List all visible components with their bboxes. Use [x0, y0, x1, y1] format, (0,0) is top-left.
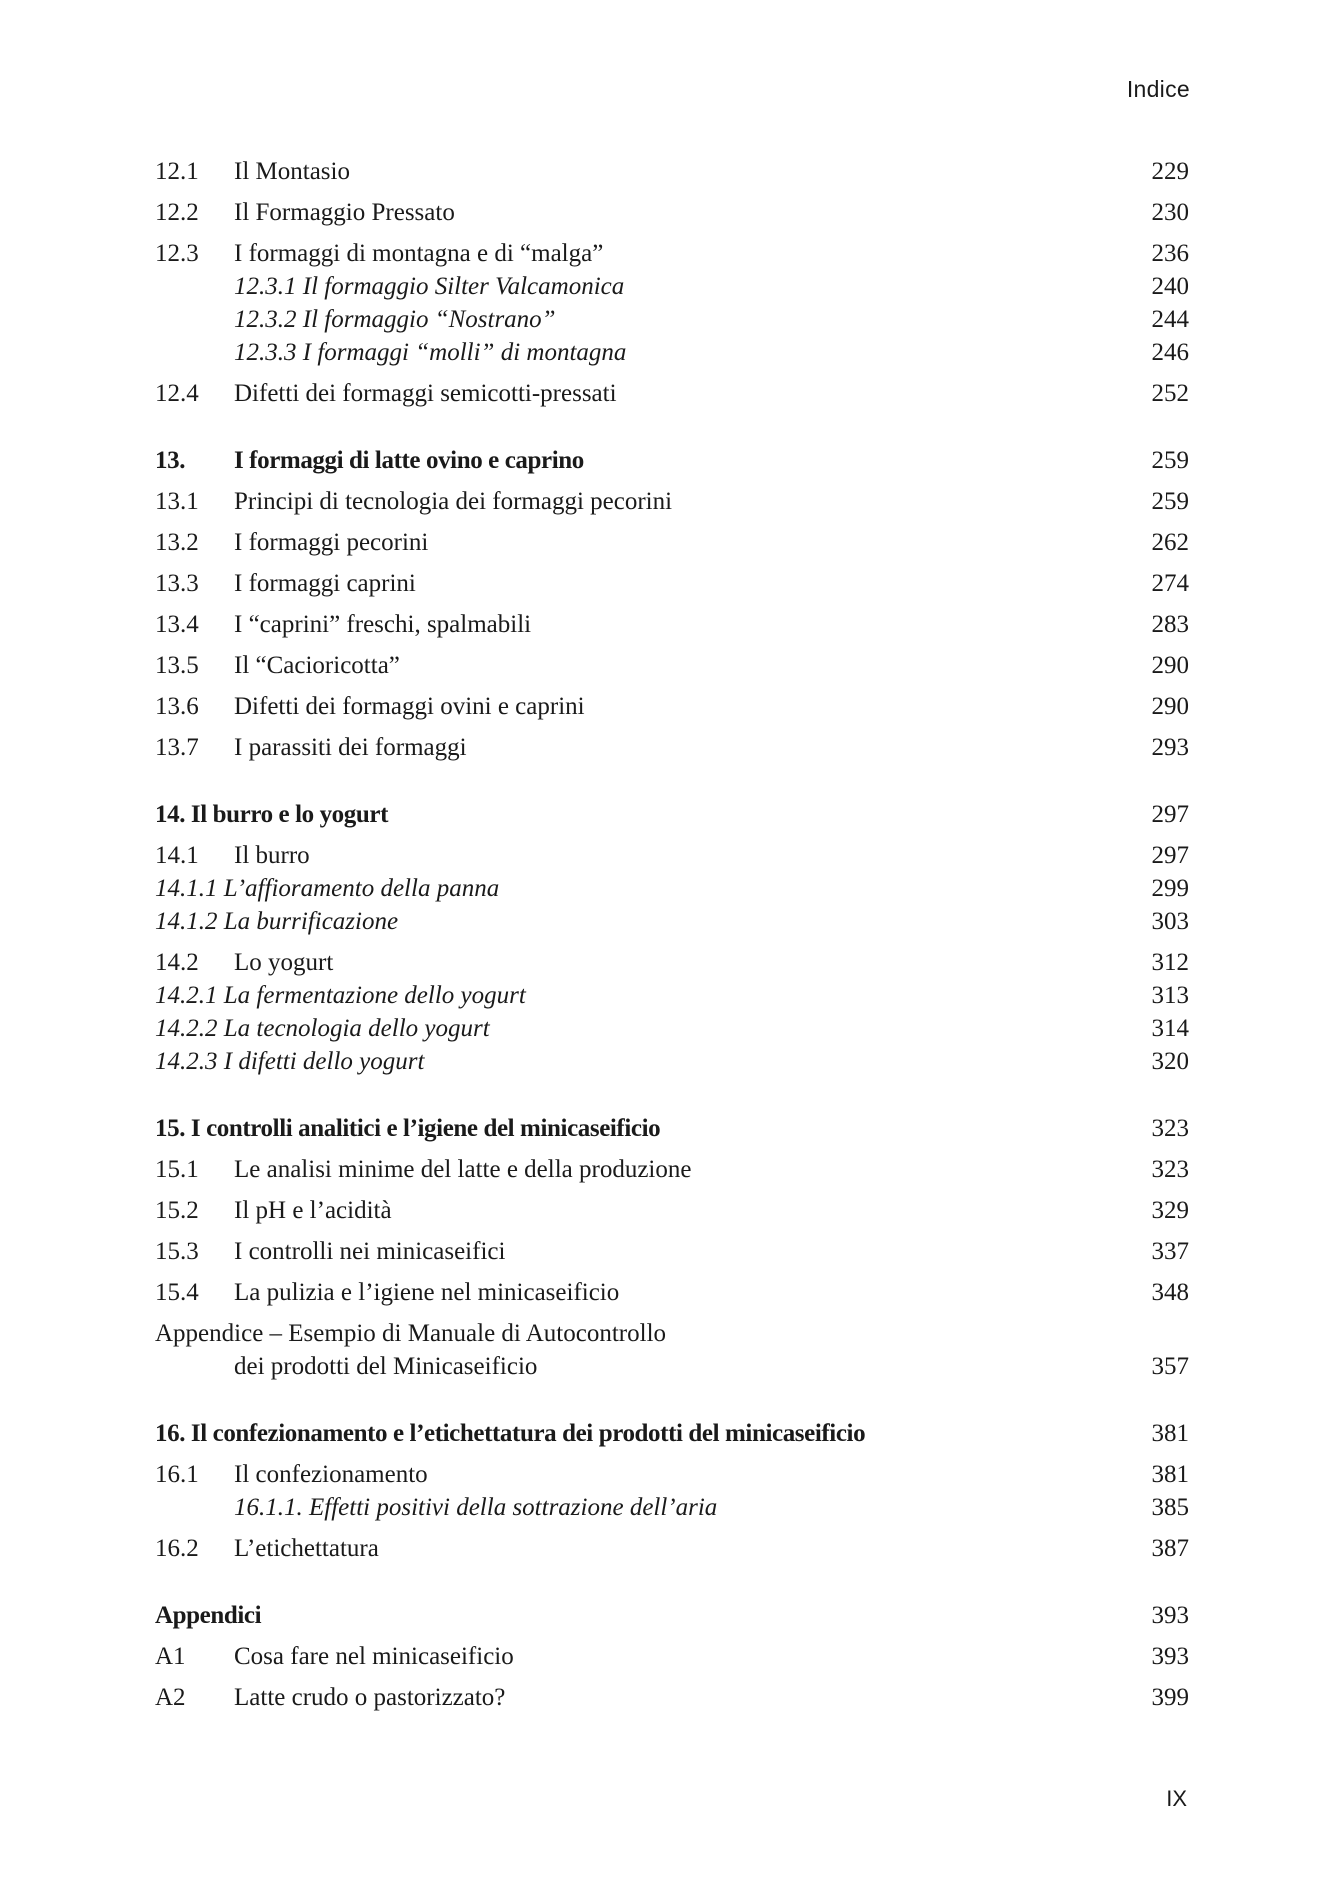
- section-number: 14.2: [155, 949, 199, 976]
- section-title: Lo yogurt: [234, 949, 334, 976]
- toc-entry[interactable]: [155, 731, 1189, 764]
- appendix-title-line1: Appendice – Esempio di Manuale di Autocontrollo: [155, 1320, 667, 1347]
- page-ref: 290: [1151, 693, 1189, 720]
- page-ref: 244: [1151, 306, 1189, 333]
- page-ref: 259: [1151, 488, 1189, 515]
- subsection-title: 12.3.1 Il formaggio Silter Valcamonica: [234, 273, 625, 300]
- page-ref: 393: [1151, 1602, 1189, 1629]
- toc-entry[interactable]: [155, 196, 1189, 229]
- page-ref: 236: [1151, 240, 1189, 267]
- section-number: A1: [155, 1643, 186, 1670]
- section-title: Il Formaggio Pressato: [234, 199, 455, 226]
- page-ref: 299: [1151, 875, 1189, 902]
- section-number: 14.1: [155, 842, 199, 869]
- section-number: 13.6: [155, 693, 199, 720]
- section-number: 13.2: [155, 529, 199, 556]
- subsection-title: 14.2.1 La fermentazione dello yogurt: [155, 982, 526, 1009]
- toc-entry[interactable]: [155, 1640, 1189, 1673]
- page-ref: 303: [1151, 908, 1189, 935]
- page-ref: 297: [1151, 842, 1189, 869]
- page-ref: 290: [1151, 652, 1189, 679]
- page-ref: 240: [1151, 273, 1189, 300]
- toc-entry[interactable]: [155, 649, 1189, 682]
- subsection-title: 12.3.2 Il formaggio “Nostrano”: [234, 306, 556, 333]
- page-number: IX: [1166, 1786, 1187, 1811]
- subsection-title: 12.3.3 I formaggi “molli” di montagna: [234, 339, 627, 366]
- section-title: Il confezionamento: [234, 1461, 428, 1488]
- table-of-contents: [155, 155, 1189, 1714]
- subsection-title: 14.1.1 L’affioramento della panna: [155, 875, 500, 902]
- toc-entry[interactable]: [155, 1681, 1189, 1714]
- section-title: I formaggi caprini: [234, 570, 416, 597]
- section-title: Il “Cacioricotta”: [234, 652, 400, 679]
- toc-appendix-entry[interactable]: [155, 1317, 1189, 1350]
- page-ref: 314: [1151, 1015, 1189, 1042]
- section-number: 13.3: [155, 570, 199, 597]
- section-number: 13.4: [155, 611, 199, 638]
- chapter-number: 13.: [155, 447, 186, 474]
- section-number: 13.5: [155, 652, 199, 679]
- toc-entry[interactable]: [155, 377, 1189, 410]
- toc-subentry[interactable]: [155, 1045, 1189, 1078]
- toc-entry[interactable]: [155, 1276, 1189, 1309]
- toc-entry[interactable]: [155, 1532, 1189, 1565]
- page-ref: 393: [1151, 1643, 1189, 1670]
- section-number: A2: [155, 1684, 186, 1711]
- page-ref: 381: [1151, 1420, 1189, 1447]
- page-ref: 274: [1151, 570, 1189, 597]
- section-title: Principi di tecnologia dei formaggi pecorini: [234, 488, 673, 515]
- toc-entry[interactable]: [155, 608, 1189, 641]
- section-title: I parassiti dei formaggi: [234, 734, 467, 761]
- section-number: 12.2: [155, 199, 199, 226]
- subsection-title: 16.1.1. Effetti positivi della sottrazione dell’aria: [234, 1494, 718, 1521]
- toc-entry[interactable]: [155, 155, 1189, 188]
- toc-chapter[interactable]: [155, 444, 1189, 477]
- section-title: I formaggi di montagna e di “malga”: [234, 240, 604, 267]
- section-number: 15.1: [155, 1156, 199, 1183]
- page-ref: 381: [1151, 1461, 1189, 1488]
- section-number: 13.7: [155, 734, 199, 761]
- page-ref: 252: [1151, 380, 1189, 407]
- page-ref: 323: [1151, 1156, 1189, 1183]
- toc-entry[interactable]: [155, 1458, 1189, 1491]
- toc-entry[interactable]: [155, 946, 1189, 979]
- page-ref: 348: [1151, 1279, 1189, 1306]
- toc-chapter[interactable]: [155, 1417, 1189, 1450]
- chapter-title: 14. Il burro e lo yogurt: [155, 801, 388, 828]
- section-title: Difetti dei formaggi ovini e caprini: [234, 693, 585, 720]
- toc-entry[interactable]: [155, 567, 1189, 600]
- toc-subentry[interactable]: [155, 336, 1189, 369]
- page-ref: 387: [1151, 1535, 1189, 1562]
- appendix-title-line2: dei prodotti del Minicaseificio: [234, 1353, 538, 1380]
- toc-entry[interactable]: [155, 237, 1189, 270]
- page-ref: 357: [1151, 1353, 1189, 1380]
- toc-entry[interactable]: [155, 690, 1189, 723]
- page-ref: 312: [1151, 949, 1189, 976]
- page-ref: 246: [1151, 339, 1189, 366]
- chapter-title: I formaggi di latte ovino e caprino: [234, 447, 584, 474]
- toc-subentry[interactable]: [155, 303, 1189, 336]
- page-ref: 320: [1151, 1048, 1189, 1075]
- toc-subentry[interactable]: [155, 905, 1189, 938]
- page-ref: 323: [1151, 1115, 1189, 1142]
- page-ref: 259: [1151, 447, 1189, 474]
- section-number: 15.2: [155, 1197, 199, 1224]
- toc-entry[interactable]: [155, 839, 1189, 872]
- page-ref: 385: [1151, 1494, 1189, 1521]
- page-ref: 313: [1151, 982, 1189, 1009]
- page-ref: 329: [1151, 1197, 1189, 1224]
- page-ref: 283: [1151, 611, 1189, 638]
- toc-entry[interactable]: [155, 1153, 1189, 1186]
- toc-chapter[interactable]: [155, 798, 1189, 831]
- subsection-title: 14.2.2 La tecnologia dello yogurt: [155, 1015, 490, 1042]
- subsection-title: 14.1.2 La burrificazione: [155, 908, 399, 935]
- page-ref: 297: [1151, 801, 1189, 828]
- chapter-title: Appendici: [155, 1602, 262, 1629]
- toc-subentry[interactable]: [155, 1012, 1189, 1045]
- page-ref: 262: [1151, 529, 1189, 556]
- section-title: Il Montasio: [234, 158, 350, 185]
- toc-chapter[interactable]: [155, 1599, 1189, 1632]
- section-number: 12.3: [155, 240, 199, 267]
- page-ref: 229: [1151, 158, 1189, 185]
- section-title: I formaggi pecorini: [234, 529, 429, 556]
- toc-subentry[interactable]: [155, 872, 1189, 905]
- section-title: Il burro: [234, 842, 310, 869]
- section-number: 16.1: [155, 1461, 199, 1488]
- section-title: I controlli nei minicaseifici: [234, 1238, 506, 1265]
- toc-entry[interactable]: [155, 526, 1189, 559]
- running-head: Indice: [1126, 76, 1190, 102]
- page-ref: 399: [1151, 1684, 1189, 1711]
- section-number: 16.2: [155, 1535, 199, 1562]
- section-title: I “caprini” freschi, spalmabili: [234, 611, 532, 638]
- page-ref: 293: [1151, 734, 1189, 761]
- section-number: 12.1: [155, 158, 199, 185]
- section-title: Il pH e l’acidità: [234, 1197, 392, 1224]
- section-number: 12.4: [155, 380, 199, 407]
- section-number: 13.1: [155, 488, 199, 515]
- chapter-title: 15. I controlli analitici e l’igiene del minicaseificio: [155, 1115, 661, 1142]
- toc-entry[interactable]: [155, 1194, 1189, 1227]
- subsection-title: 14.2.3 I difetti dello yogurt: [155, 1048, 425, 1075]
- toc-subentry[interactable]: [155, 270, 1189, 303]
- toc-entry[interactable]: [155, 1235, 1189, 1268]
- section-title: La pulizia e l’igiene nel minicaseificio: [234, 1279, 620, 1306]
- section-title: Le analisi minime del latte e della produzione: [234, 1156, 692, 1183]
- section-title: Cosa fare nel minicaseificio: [234, 1643, 514, 1670]
- toc-subentry[interactable]: [155, 1491, 1189, 1524]
- toc-entry[interactable]: [155, 485, 1189, 518]
- section-number: 15.4: [155, 1279, 199, 1306]
- page-ref: 337: [1151, 1238, 1189, 1265]
- toc-chapter[interactable]: [155, 1112, 1189, 1145]
- section-title: Difetti dei formaggi semicotti-pressati: [234, 380, 617, 407]
- page-ref: 230: [1151, 199, 1189, 226]
- chapter-title: 16. Il confezionamento e l’etichettatura dei prodotti del minicaseificio: [155, 1420, 866, 1447]
- section-title: Latte crudo o pastorizzato?: [234, 1684, 506, 1711]
- toc-appendix-entry-cont[interactable]: [155, 1350, 1189, 1383]
- section-number: 15.3: [155, 1238, 199, 1265]
- section-title: L’etichettatura: [234, 1535, 379, 1562]
- toc-subentry[interactable]: [155, 979, 1189, 1012]
